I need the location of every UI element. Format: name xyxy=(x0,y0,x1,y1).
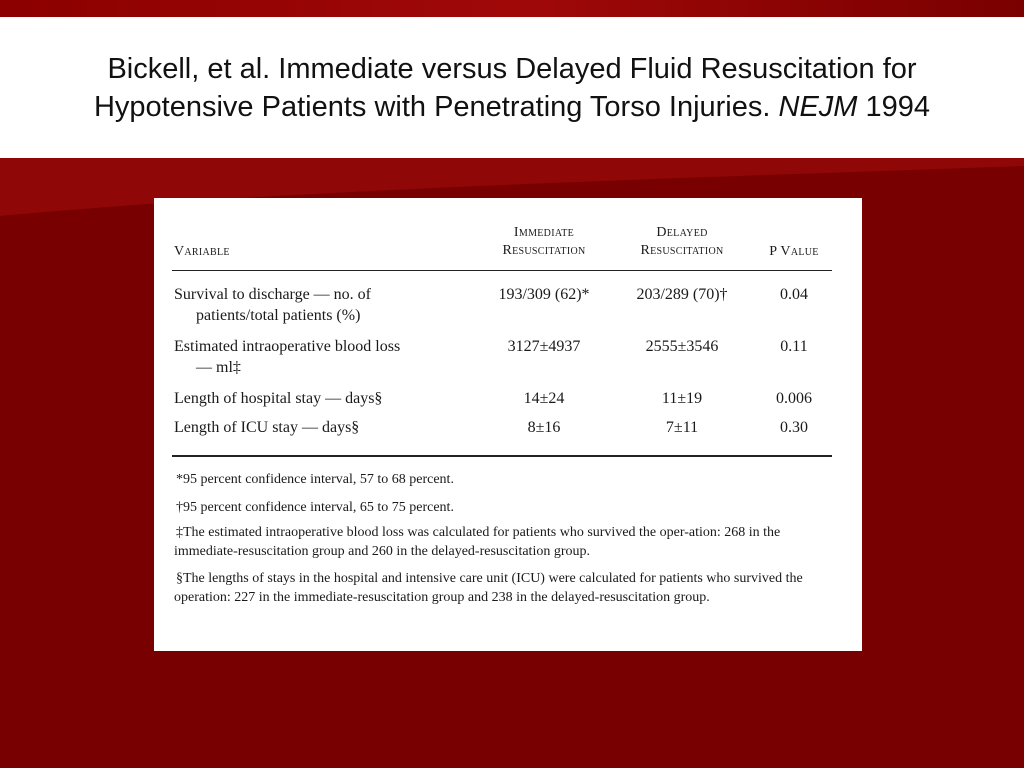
title-box xyxy=(0,17,1024,158)
slide-title-line-1: Bickell, et al. Immediate versus Delayed Fluid Resuscitation for xyxy=(107,52,917,85)
row-2-p: 0.11 xyxy=(780,338,808,355)
row-2-delayed: 2555±3546 xyxy=(645,338,719,355)
row-1-label-line1: Survival to discharge — no. of xyxy=(174,286,372,303)
table-bottom-rule xyxy=(172,455,832,457)
footnote-3: ‡The estimated intraoperative blood loss was calculated for patients who survived the oper-ation: 268 in the immediate-resuscitation group and 260 in the delayed-resuscitation group. xyxy=(174,525,781,559)
row-4-immediate: 8±16 xyxy=(527,419,561,436)
row-2-label-line2: — ml‡ xyxy=(196,359,241,376)
row-2-immediate: 3127±4937 xyxy=(507,338,581,355)
slide-title-line-2 xyxy=(94,88,930,126)
title-main-text: Hypotensive Patients with Penetrating Torso Injuries. xyxy=(93,90,771,123)
header-delayed-line1: Delayed xyxy=(656,225,708,240)
row-3-delayed: 11±19 xyxy=(661,390,703,407)
row-1-label-line2: patients/total patients (%) xyxy=(196,307,361,324)
row-1-p: 0.04 xyxy=(780,286,808,303)
row-2-label-line1: Estimated intraoperative blood loss xyxy=(174,338,401,355)
row-4-label: Length of ICU stay — days§ xyxy=(174,419,360,436)
row-4-delayed: 7±11 xyxy=(665,419,699,436)
row-1-delayed: 203/289 (70)† xyxy=(636,286,728,303)
footnote-1: *95 percent confidence interval, 57 to 68 percent. xyxy=(176,472,454,487)
header-variable: Variable xyxy=(174,244,230,259)
header-rule xyxy=(172,270,832,271)
header-immediate xyxy=(484,224,604,260)
journal-name: NEJM xyxy=(778,90,858,123)
header-immediate-line1: Immediate xyxy=(513,225,575,240)
publication-year: 1994 xyxy=(865,90,931,123)
row-1-immediate: 193/309 (62)* xyxy=(498,286,590,303)
row-3-p: 0.006 xyxy=(776,390,812,407)
header-immediate-line2: Resuscitation xyxy=(502,243,586,258)
row-4-p: 0.30 xyxy=(780,419,808,436)
row-3-label: Length of hospital stay — days§ xyxy=(174,390,383,407)
top-accent-band xyxy=(0,0,1024,17)
header-p-value: P Value xyxy=(769,244,819,259)
header-delayed xyxy=(622,224,742,260)
footnote-4: §The lengths of stays in the hospital and intensive care unit (ICU) were calculated for patients who survived the operation: 227 in the immediate-resuscitation group and 238 in the delayed-resuscitation group. xyxy=(174,571,803,605)
row-3-immediate: 14±24 xyxy=(523,390,565,407)
results-table xyxy=(154,198,862,651)
header-delayed-line2: Resuscitation xyxy=(640,243,724,258)
footnote-2: †95 percent confidence interval, 65 to 75 percent. xyxy=(176,500,454,515)
